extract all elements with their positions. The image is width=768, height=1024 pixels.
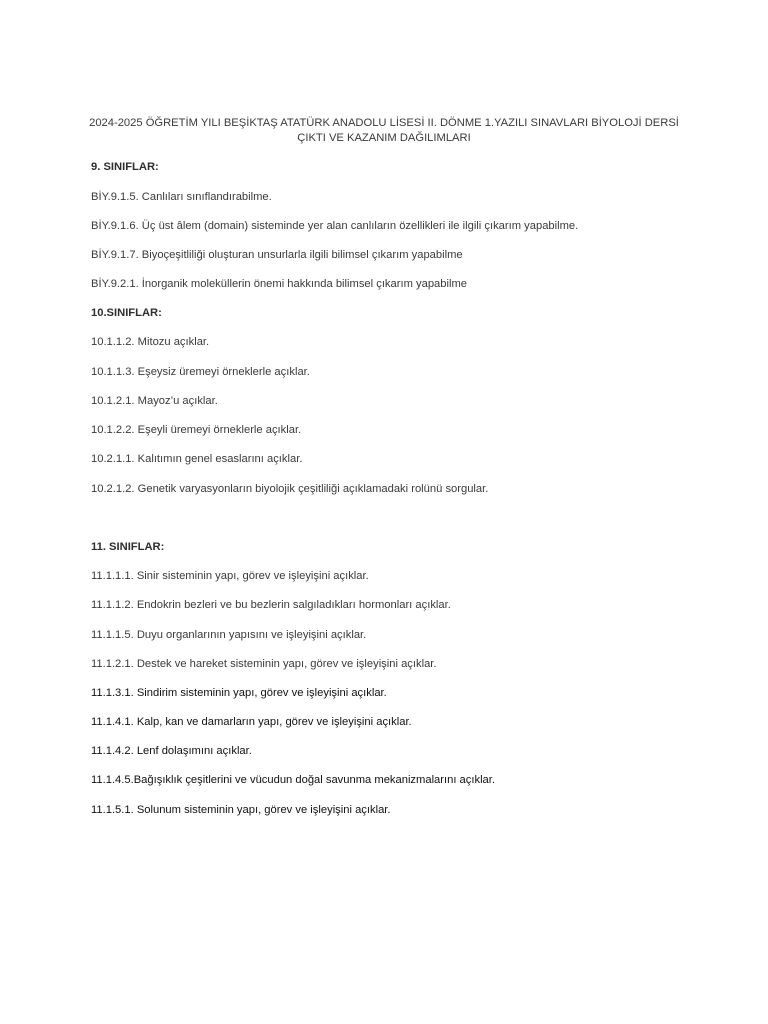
grade-9-heading: 9. SINIFLAR: — [91, 161, 159, 173]
grade-9-outcome: BİY.9.1.6. Üç üst âlem (domain) sisteminde yer alan canlıların özellikleri ile ilgili çıkarım yapabilme. — [91, 220, 579, 232]
grade-10-outcome: 10.1.2.2. Eşeyli üremeyi örneklerle açıklar. — [91, 424, 302, 436]
grade-11-outcome: 11.1.1.1. Sinir sisteminin yapı, görev ve işleyişini açıklar. — [91, 570, 369, 582]
grade-10-outcome: 10.1.1.3. Eşeysiz üremeyi örneklerle açıklar. — [91, 366, 310, 378]
grade-9-outcome: BİY.9.2.1. İnorganik moleküllerin önemi hakkında bilimsel çıkarım yapabilme — [91, 278, 467, 290]
grade-10-outcome: 10.2.1.2. Genetik varyasyonların biyolojik çeşitliliği açıklamadaki rolünü sorgular. — [91, 483, 489, 495]
grade-11-outcome: 11.1.5.1. Solunum sisteminin yapı, görev ve işleyişini açıklar. — [91, 804, 391, 816]
grade-11-heading: 11. SINIFLAR: — [91, 541, 165, 553]
document-title-line-2: ÇIKTI VE KAZANIM DAĞILIMLARI — [297, 132, 471, 144]
grade-11-outcome: 11.1.4.1. Kalp, kan ve damarların yapı, görev ve işleyişini açıklar. — [91, 716, 412, 728]
grade-11-outcome: 11.1.1.5. Duyu organlarının yapısını ve işleyişini açıklar. — [91, 629, 367, 641]
grade-11-outcome: 11.1.4.2. Lenf dolaşımını açıklar. — [91, 745, 252, 757]
grade-10-outcome: 10.1.2.1. Mayoz’u açıklar. — [91, 395, 218, 407]
grade-9-outcome: BİY.9.1.7. Biyoçeşitliliği oluşturan unsurlarla ilgili bilimsel çıkarım yapabilme — [91, 249, 463, 261]
grade-10-outcome: 10.1.1.2. Mitozu açıklar. — [91, 336, 210, 348]
grade-10-heading: 10.SINIFLAR: — [91, 307, 162, 319]
grade-11-outcome: 11.1.4.5.Bağışıklık çeşitlerini ve vücudun doğal savunma mekanizmalarını açıklar. — [91, 774, 495, 786]
document-title-line-1: 2024-2025 ÖĞRETİM YILI BEŞİKTAŞ ATATÜRK ANADOLU LİSESİ II. DÖNME 1.YAZILI SINAVLARI BİYOLOJİ DERSİ — [89, 117, 679, 129]
grade-10-outcome: 10.2.1.1. Kalıtımın genel esaslarını açıklar. — [91, 453, 303, 465]
document-title — [70, 116, 698, 146]
grade-11-outcome: 11.1.1.2. Endokrin bezleri ve bu bezlerin salgıladıkları hormonları açıklar. — [91, 599, 451, 611]
grade-11-outcome: 11.1.3.1. Sindirim sisteminin yapı, görev ve işleyişini açıklar. — [91, 687, 387, 699]
grade-11-outcome: 11.1.2.1. Destek ve hareket sisteminin yapı, görev ve işleyişini açıklar. — [91, 658, 437, 670]
grade-9-outcome: BİY.9.1.5. Canlıları sınıflandırabilme. — [91, 191, 272, 203]
